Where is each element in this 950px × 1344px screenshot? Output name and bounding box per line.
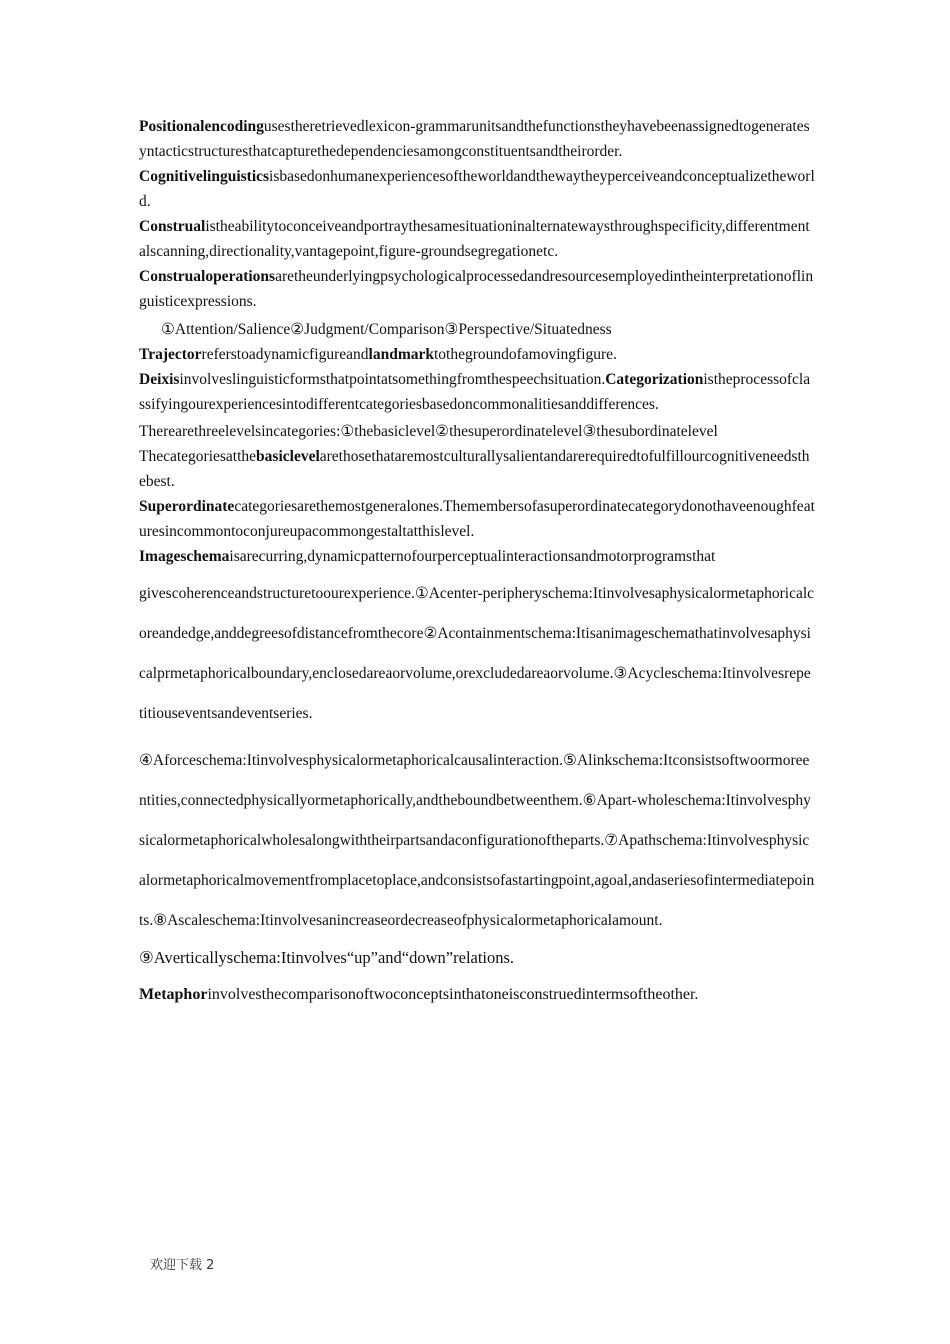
paragraph-cognitive-linguistics bbox=[139, 164, 815, 214]
definition: referstoadynamicfigureand bbox=[201, 346, 369, 363]
paragraph-superordinate bbox=[139, 494, 815, 544]
term: Construaloperations bbox=[139, 268, 276, 285]
page-footer: 欢迎下载 2 bbox=[150, 1258, 215, 1273]
paragraph-trajector bbox=[139, 342, 815, 367]
definition: istheprocessofclassifyingourexperiencesintodifferentcategoriesbasedoncommonalitiesanddifferences. bbox=[139, 371, 811, 413]
paragraph-schema-block-3: ⑨Averticallyschema:Itinvolves“up”and“down”relations. bbox=[139, 948, 515, 967]
term: Construal bbox=[139, 218, 206, 235]
paragraph-schema-block-1: givescoherenceandstructuretoourexperience.①Acenter-peripheryschema:Itinvolvesaphysicalormetaphoricalcoreandedge,anddegreesofdistancefromthecore②Acontainmentschema:Itisanimageschemathatinvolvesaphysicalprmetaphoricalboundary,enclosedareaorvolume,orexcludedareaorvolume.③Acycleschema:Itinvolvesrepetitiouseventsandeventseries. bbox=[139, 585, 815, 722]
paragraph-category-levels: Therearethreelevelsincategories:①thebasiclevel②thesuperordinatelevel③thesubordinatelevel bbox=[139, 423, 718, 440]
paragraph-construal bbox=[139, 214, 815, 264]
paragraph-metaphor bbox=[139, 982, 815, 1007]
definition: categoriesarethemostgeneralones.Themembersofasuperordinatecategorydonothaveenoughfeaturesincommontoconjureupacommongestaltatthislevel. bbox=[139, 498, 815, 540]
definition: Thecategoriesatthe bbox=[139, 448, 257, 465]
document-body bbox=[139, 114, 815, 1007]
paragraph-schema-block-2: ④Aforceschema:Itinvolvesphysicalormetaphoricalcausalinteraction.⑤Alinkschema:Itconsistsoftwoormoreentities,connectedphysicallyormetaphorically,andtheboundbetweenthem.⑥Apart-wholeschema:Itinvolvesphysicalormetaphoricalwholesalongwiththeirpartsandaconfigurationoftheparts.⑦Apathschema:Itinvolvesphysicalormetaphoricalmovementfromplacetoplace,andconsistsofastartingpoint,agoal,andaseriesofintermediatepoints.⑧Ascaleschema:Itinvolvesanincreaseordecreaseofphysicalormetaphoricalamount. bbox=[139, 752, 815, 929]
term: basiclevel bbox=[256, 448, 320, 465]
construal-list: ①Attention/Salience②Judgment/Comparison③Perspective/Situatedness bbox=[161, 321, 612, 338]
definition: involvesthecomparisonoftwoconceptsinthatoneisconstruedintermsoftheother. bbox=[207, 986, 699, 1003]
paragraph-deixis bbox=[139, 367, 815, 417]
term: Cognitivelinguistics bbox=[139, 168, 270, 185]
term: Superordinate bbox=[139, 498, 235, 515]
term: Categorization bbox=[605, 371, 704, 388]
term: Trajector bbox=[139, 346, 202, 363]
term: Imageschema bbox=[139, 548, 230, 565]
definition: aretheunderlyingpsychologicalprocessedandresourcesemployedintheinterpretationoflinguisticexpressions. bbox=[139, 268, 814, 310]
paragraph-positional-encoding bbox=[139, 114, 815, 164]
definition: isarecurring,dynamicpatternofourperceptualinteractionsandmotorprogramsthat bbox=[229, 548, 716, 565]
definition: isbasedonhumanexperiencesoftheworldandthewaytheyperceiveandconceptualizetheworld. bbox=[139, 168, 815, 210]
paragraph-basic-level bbox=[139, 444, 815, 494]
paragraph-construal-operations bbox=[139, 264, 815, 314]
paragraph-image-schema bbox=[139, 544, 815, 569]
term: Deixis bbox=[139, 371, 180, 388]
definition: tothegroundofamovingfigure. bbox=[433, 346, 617, 363]
term: Metaphor bbox=[139, 986, 208, 1003]
definition: involveslinguisticformsthatpointatsomethingfromthespeechsituation. bbox=[179, 371, 606, 388]
definition: istheabilitytoconceiveandportraythesamesituationinalternatewaysthroughspecificity,differentmentalscanning,directionality,vantagepoint,figure-groundsegregationetc. bbox=[139, 218, 810, 260]
term: landmark bbox=[368, 346, 434, 363]
definition: usestheretrievedlexicon-grammarunitsandthefunctionstheyhavebeenassignedtogeneratesyntacticstructuresthatcapturethedependenciesamongconstituentsandtheirorder. bbox=[139, 118, 810, 160]
definition: arethosethataremostculturallysalientandarerequiredtofulfillourcognitiveneedsthebest. bbox=[139, 448, 810, 490]
term: Positionalencoding bbox=[139, 118, 264, 135]
